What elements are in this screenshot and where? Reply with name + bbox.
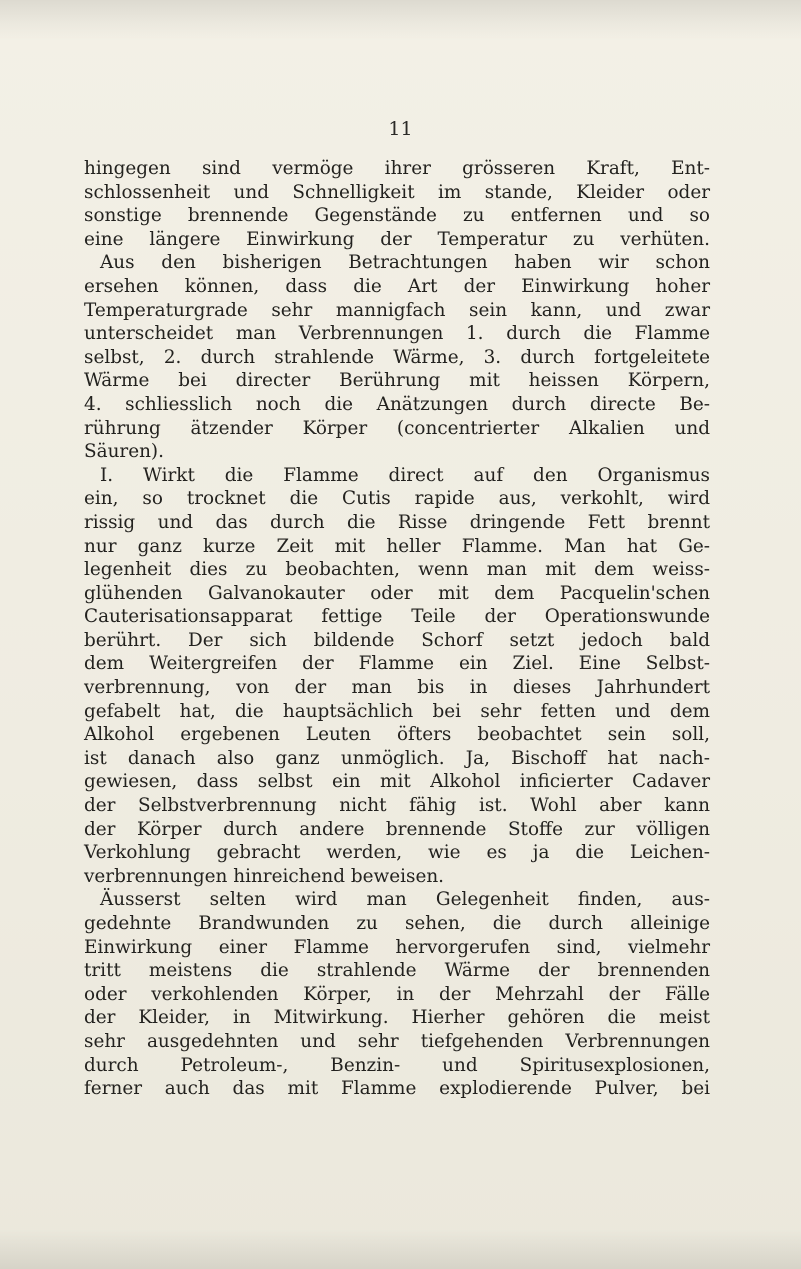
text-line: ein, so trocknet die Cutis rapide aus, verkohlt, wird [84, 488, 710, 510]
text-line: unterscheidet man Verbrennungen 1. durch die Flamme [84, 323, 710, 345]
text-line: Alkohol ergebenen Leuten öfters beobachtet sein soll, [84, 724, 710, 746]
text-line: Verkohlung gebracht werden, wie es ja die Leichen- [84, 842, 710, 864]
text-line: Einwirkung einer Flamme hervorgerufen sind, vielmehr [84, 936, 710, 958]
text-line: tritt meistens die strahlende Wärme der brennenden [84, 960, 710, 982]
text-line: ferner auch das mit Flamme explodierende Pulver, bei [84, 1078, 710, 1100]
text-line: selbst, 2. durch strahlende Wärme, 3. durch fortgeleitete [84, 346, 710, 368]
text-line: Cauterisationsapparat fettige Teile der Operationswunde [84, 606, 710, 628]
text-line: Wärme bei directer Berührung mit heissen Körpern, [84, 370, 710, 392]
text-line: schlossenheit und Schnelligkeit im stande, Kleider oder [84, 181, 710, 203]
text-line: dem Weitergreifen der Flamme ein Ziel. Eine Selbst- [84, 653, 710, 675]
text-line: verbrennung, von der man bis in dieses Jahrhundert [84, 677, 710, 699]
text-line: berührt. Der sich bildende Schorf setzt jedoch bald [84, 629, 710, 651]
text-line: I. Wirkt die Flamme direct auf den Organismus [100, 464, 710, 486]
text-line: eine längere Einwirkung der Temperatur zu verhüten. [84, 228, 710, 250]
text-line: legenheit dies zu beobachten, wenn man mit dem weiss- [84, 559, 710, 581]
text-line: Äusserst selten wird man Gelegenheit finden, aus- [100, 889, 710, 911]
text-line: gewiesen, dass selbst ein mit Alkohol inficierter Cadaver [84, 771, 710, 793]
text-line: sonstige brennende Gegenstände zu entfernen und so [84, 205, 710, 227]
text-line: der Selbstverbrennung nicht fähig ist. Wohl aber kann [84, 795, 710, 817]
text-line: Aus den bisherigen Betrachtungen haben wir schon [100, 252, 710, 274]
text-line: rührung ätzender Körper (concentrierter Alkalien und [84, 417, 710, 439]
text-line: durch Petroleum-, Benzin- und Spiritusexplosionen, [84, 1054, 710, 1076]
text-line: sehr ausgedehnten und sehr tiefgehenden Verbrennungen [84, 1030, 710, 1052]
text-line: hingegen sind vermöge ihrer grösseren Kraft, Ent- [84, 158, 710, 179]
text-line: verbrennungen hinreichend beweisen. [84, 865, 445, 887]
page-top-shadow [0, 0, 801, 40]
text-line: 4. schliesslich noch die Anätzungen durch directe Be- [84, 393, 710, 415]
text-line: ersehen können, dass die Art der Einwirkung hoher [84, 275, 710, 297]
page-bottom-shadow [0, 1229, 801, 1269]
text-line: oder verkohlenden Körper, in der Mehrzahl der Fälle [84, 983, 710, 1005]
text-line: der Körper durch andere brennende Stoffe zur völligen [84, 818, 710, 840]
text-line: ist danach also ganz unmöglich. Ja, Bischoff hat nach- [84, 747, 710, 769]
text-line: nur ganz kurze Zeit mit heller Flamme. Man hat Ge- [84, 535, 710, 557]
text-line: rissig und das durch die Risse dringende Fett brennt [84, 511, 710, 533]
text-line: gedehnte Brandwunden zu sehen, die durch alleinige [84, 913, 710, 934]
text-line: Säuren). [84, 441, 164, 463]
text-line: gefabelt hat, die hauptsächlich bei sehr fetten und dem [84, 700, 710, 722]
text-line: der Kleider, in Mitwirkung. Hierher gehören die meist [84, 1007, 710, 1029]
text-line: glühenden Galvanokauter oder mit dem Pacquelin'schen [84, 582, 710, 604]
text-line: Temperaturgrade sehr mannigfach sein kann, und zwar [84, 299, 710, 321]
body-text [84, 157, 710, 1101]
page-number: 11 [388, 118, 413, 140]
